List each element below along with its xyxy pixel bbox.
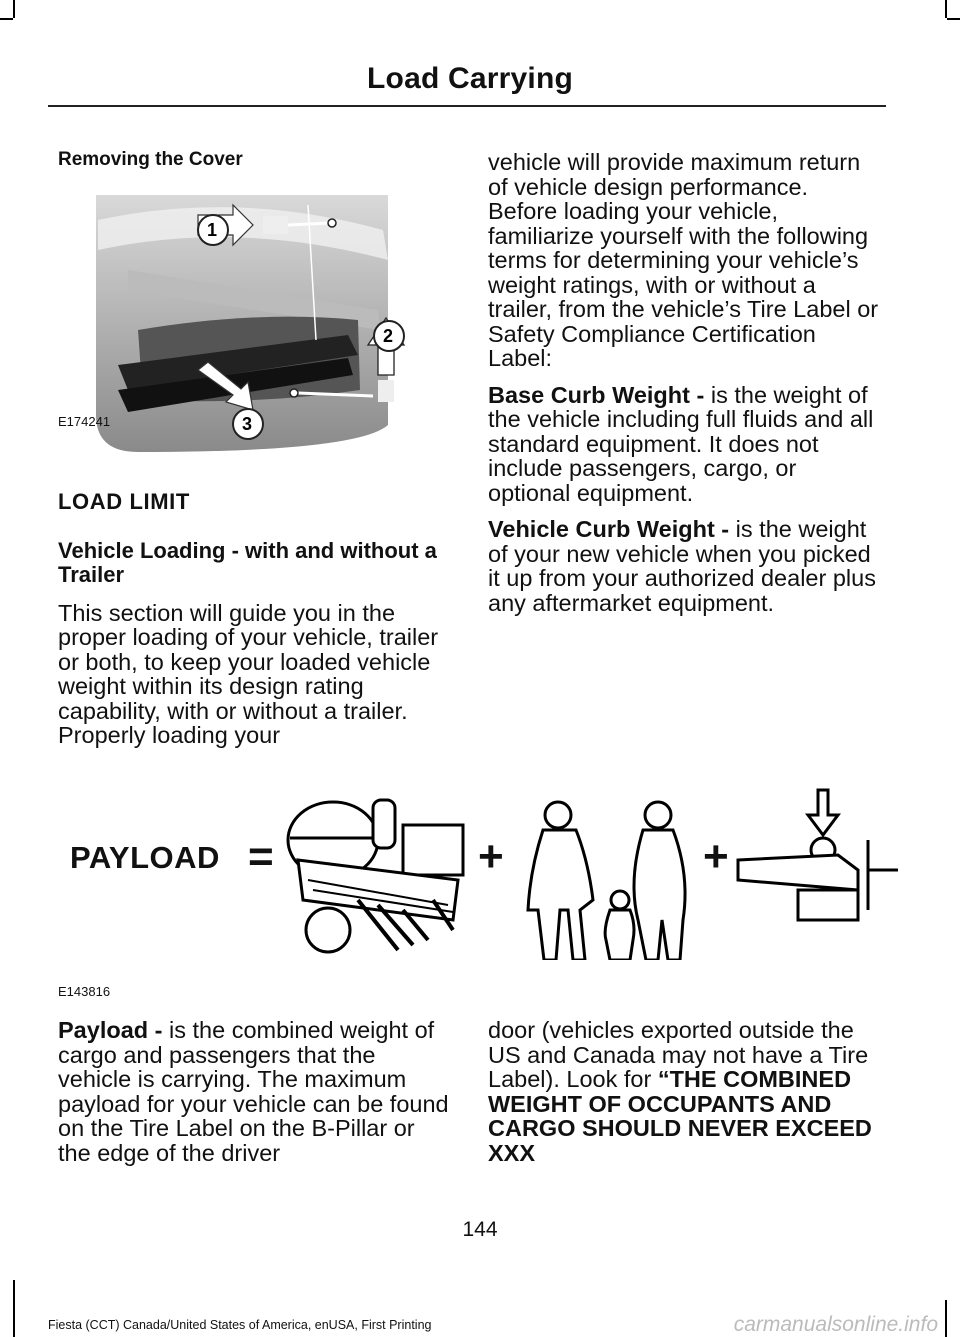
footer-text: Fiesta (CCT) Canada/United States of America, enUSA, First Printing [48,1318,432,1332]
cargo-icon [288,800,463,952]
vehicle-loading-heading: Vehicle Loading - with and without a Trailer [58,537,437,587]
callout-3: 3 [242,414,253,434]
base-curb-weight-text: is the weight of the vehicle including full fluids and all standard equipment. It does not include passengers, cargo, or optional equipment. [488,381,874,506]
label-paragraph [488,1018,883,1177]
payload-label: PAYLOAD [70,840,220,875]
left-column [58,148,450,173]
right-column [488,150,883,627]
plus-sign-2: + [703,832,729,881]
header-rule [48,105,886,107]
crop-mark-top-right [945,0,947,18]
crop-mark-top-right [947,18,960,20]
figure-code: E174241 [58,414,111,429]
payload-term: Payload - [58,1017,163,1043]
equals-sign: = [248,832,274,881]
figure-code: E143816 [58,984,111,999]
label-bold-text: “THE COMBINED WEIGHT OF OCCUPANTS AND CARGO SHOULD NEVER EXCEED XXX [488,1066,872,1166]
crop-mark-top-left [0,18,13,20]
payload-illustration [58,760,898,960]
callout-1: 1 [207,220,218,240]
payload-text: is the combined weight of cargo and passengers that the vehicle is carrying. The maximum payload for your vehicle can be found on the Tire Label on the B-Pillar or the edge of the driver [58,1017,449,1166]
base-curb-weight-term: Base Curb Weight - [488,381,705,408]
crop-mark-bottom-right [945,1300,947,1337]
removing-cover-heading: Removing the Cover [58,149,243,170]
page-number: 144 [462,1218,498,1241]
payload-paragraph [58,1018,450,1177]
passengers-icon [528,802,685,960]
callout-2: 2 [383,326,394,346]
page-title: Load Carrying [367,62,573,95]
label-text: door (vehicles exported outside the US and Canada may not have a Tire Label). Look for [488,1017,869,1092]
continued-paragraph: vehicle will provide maximum return of vehicle design performance. Before loading your vehicle, familiarize yourself with the following terms for determining your vehicle’s weight ratings, with or without a trailer, from the vehicle’s Tire Label or Safety Compliance Certification Label: [488,149,879,371]
label-text-block [488,1018,883,1165]
payload-figure [58,760,898,1010]
load-limit-heading: LOAD LIMIT [58,489,190,514]
vehicle-curb-weight-term: Vehicle Curb Weight - [488,516,730,542]
vehicle-curb-weight-paragraph [488,517,883,615]
left-column-body [58,490,450,760]
base-curb-weight-paragraph [488,383,883,506]
vehicle-curb-weight-text: is the weight of your new vehicle when you picked it up from your authorized dealer plus any aftermarket equipment. [488,516,876,616]
cargo-cover-illustration [58,190,450,458]
intro-paragraph: This section will guide you in the proper loading of your vehicle, trailer or both, to keep your loaded vehicle weight within its design rating capability, with or without a trailer. Properly loading your [58,599,439,748]
tongue-load-icon [738,790,898,920]
crop-mark-bottom-left [13,1280,15,1337]
crop-mark-top-left [13,0,15,18]
payload-text-block [58,1018,450,1165]
plus-sign-1: + [478,832,504,881]
watermark: carmanualsonline.info [733,1313,938,1336]
cargo-cover-figure [58,190,450,458]
